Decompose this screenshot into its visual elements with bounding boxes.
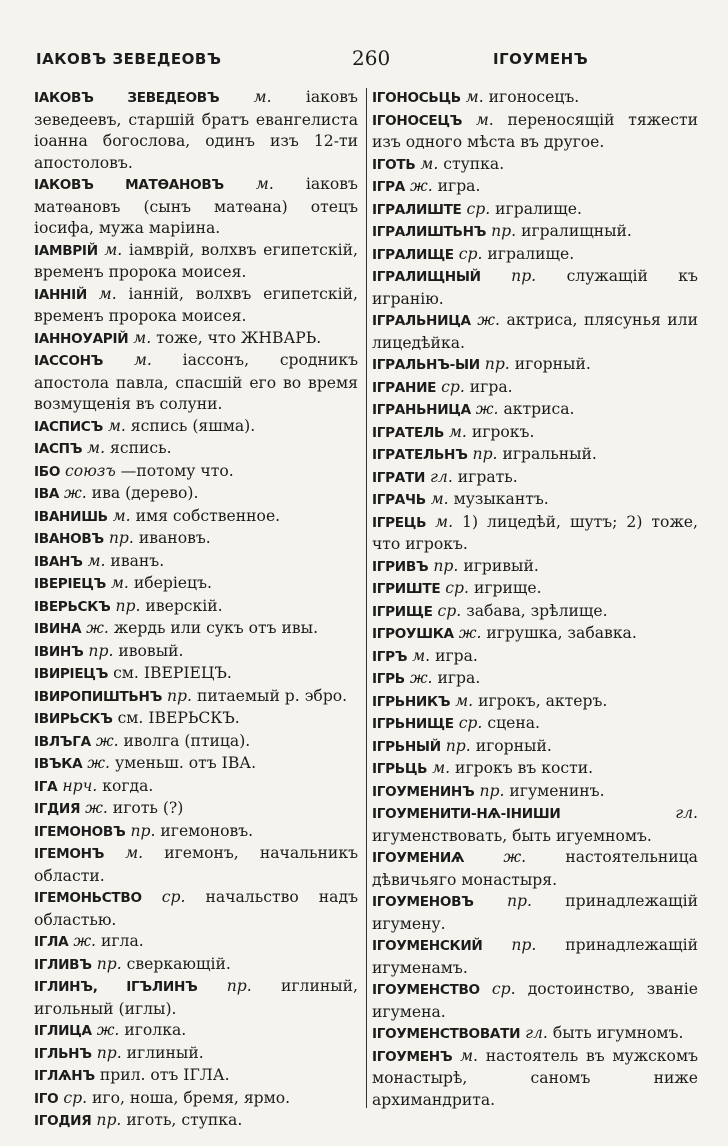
entry-definition: иверскій.	[145, 596, 223, 615]
dictionary-entry	[34, 776, 358, 799]
dictionary-entry	[372, 489, 698, 512]
entry-definition: игемоновъ.	[160, 821, 254, 840]
entry-headword: ІГОТЬ	[372, 156, 416, 173]
entry-definition: иголка.	[124, 1021, 187, 1039]
dictionary-entry	[372, 691, 698, 714]
dictionary-entry	[34, 618, 358, 641]
entry-grammar: пр.	[115, 596, 141, 615]
entry-grammar: пр.	[506, 892, 532, 910]
entry-definition: настоятель въ мужскомъ монастырѣ, саномъ ниже архимандрита.	[372, 1046, 698, 1109]
entry-grammar: ж.	[458, 624, 482, 642]
entry-grammar: м.	[420, 154, 439, 173]
entry-headword: ІГЛИНЪ, ІГЪЛИНЪ	[34, 979, 198, 995]
entry-definition: игра.	[435, 646, 478, 665]
entry-definition: игорный.	[514, 355, 591, 373]
dictionary-entry	[372, 713, 698, 736]
dictionary-entry	[34, 1110, 358, 1133]
dictionary-entry	[372, 803, 698, 847]
entry-definition: игрокъ, актеръ.	[478, 691, 608, 710]
entry-definition: играть.	[457, 467, 518, 486]
entry-definition: игралище.	[495, 199, 582, 218]
dictionary-entry	[34, 663, 358, 686]
entry-grammar: союзъ	[65, 461, 116, 480]
entry-grammar: м.	[110, 574, 129, 592]
entry-definition: игуменствовать, быть игуемномъ.	[372, 826, 652, 845]
dictionary-entry	[372, 266, 698, 310]
entry-definition: имя собственное.	[135, 506, 281, 525]
dictionary-entry	[372, 377, 698, 400]
entry-headword: ІВАНЪ	[34, 553, 83, 570]
entry-definition: игрище.	[473, 579, 542, 597]
entry-definition: іассонъ, сродникъ апостола павла, спасшій его во время возмущенія въ солуни.	[34, 351, 358, 413]
dictionary-entry	[372, 512, 698, 556]
dictionary-entry	[34, 596, 358, 619]
entry-definition: см. ІВЕРЬСКЪ.	[117, 709, 240, 727]
entry-definition: иберіецъ.	[133, 574, 212, 592]
entry-definition: игрокъ въ кости.	[455, 759, 594, 777]
entry-grammar: нрч.	[62, 776, 98, 795]
entry-definition: игуменинъ.	[509, 781, 605, 800]
entry-grammar: ср.	[437, 601, 462, 620]
entry-grammar: пр.	[108, 529, 134, 547]
dictionary-entry	[34, 1020, 358, 1043]
entry-grammar: м.	[107, 416, 126, 435]
entry-headword: ІАМВРІЙ	[34, 242, 98, 259]
entry-definition: актриса, плясунья или лицедѣйка.	[372, 311, 698, 352]
entry-grammar: м.	[98, 284, 117, 303]
entry-headword: ІАСПИСЪ	[34, 418, 103, 435]
entry-headword: ІВАНОВЪ	[34, 531, 104, 547]
dictionary-entry	[372, 1023, 698, 1046]
entry-grammar: ж.	[64, 484, 87, 502]
entry-definition: яспись.	[110, 439, 172, 457]
entry-headword: ІГОНОСЕЦЪ	[372, 112, 463, 129]
entry-definition: игорный.	[475, 736, 552, 755]
entry-headword: ІГОУМЕНСКИЙ	[372, 938, 483, 954]
dictionary-entry	[372, 467, 698, 490]
entry-grammar: пр.	[226, 977, 252, 995]
entry-grammar: пр.	[96, 954, 122, 973]
entry-headword: ІГЛѦНЪ	[34, 1068, 95, 1084]
entry-headword: ІГЕМОНЬСТВО	[34, 890, 142, 906]
dictionary-entry	[34, 954, 358, 977]
entry-headword: ІГРАЛИЩЕ	[372, 246, 454, 263]
entry-definition: игоносецъ.	[488, 88, 580, 106]
entry-grammar: пр.	[511, 267, 537, 285]
entry-headword: ІГЛИЦА	[34, 1023, 92, 1039]
entry-grammar: ср.	[458, 714, 483, 732]
dictionary-entry	[34, 461, 358, 484]
entry-definition: иванъ.	[110, 551, 165, 570]
entry-headword: ІВИНЪ	[34, 643, 84, 660]
entry-definition: ива (дерево).	[91, 484, 199, 502]
entry-headword: ІГРАНИЕ	[372, 379, 437, 396]
dictionary-entry	[372, 935, 698, 979]
dictionary-entry	[372, 199, 698, 222]
entry-headword: ІАКОВЪ МАТѲАНОВЪ	[34, 177, 224, 193]
entry-definition: игрушка, забавка.	[486, 624, 637, 642]
entry-grammar: ж.	[95, 731, 119, 750]
entry-headword: ІГРИЩЕ	[372, 603, 433, 620]
dictionary-entry	[34, 438, 358, 461]
entry-headword: ІГРАЛИШТЬНЪ	[372, 224, 487, 240]
dictionary-entry	[34, 528, 358, 551]
entry-definition: ступка.	[443, 154, 505, 173]
entry-definition: 1) лицедѣй, шутъ; 2) тоже, что игрокъ.	[372, 512, 698, 553]
dictionary-entry	[34, 87, 358, 174]
entry-grammar: ж.	[477, 311, 500, 329]
entry-definition: іамврій, волхвъ египетскій, временъ пророка моисея.	[34, 240, 358, 281]
entry-grammar: м.	[255, 175, 274, 193]
dictionary-entry	[372, 847, 698, 891]
entry-headword: ІГРАНЬНИЦА	[372, 402, 471, 418]
entry-headword: ІГЕМОНОВЪ	[34, 823, 126, 840]
dictionary-entry	[372, 444, 698, 467]
entry-headword: ІГОНОСЬЦЬ	[372, 90, 461, 106]
entry-grammar: пр.	[491, 222, 517, 240]
entry-definition: служащій къ игранію.	[372, 267, 698, 308]
left-column	[34, 87, 358, 1133]
dictionary-entry	[372, 422, 698, 445]
entry-definition: ивановъ.	[138, 529, 211, 547]
entry-grammar: м.	[432, 759, 451, 777]
entry-grammar: ж.	[86, 619, 109, 637]
dictionary-entry	[372, 354, 698, 377]
entry-definition: актриса.	[503, 400, 575, 418]
entry-definition: начальство надъ областью.	[34, 888, 358, 929]
dictionary-entry	[34, 843, 358, 887]
entry-grammar: м.	[412, 646, 431, 665]
dictionary-entry	[372, 736, 698, 759]
entry-definition: —потому что.	[120, 461, 234, 480]
entry-grammar: м.	[125, 844, 144, 862]
entry-definition: игралищный.	[521, 222, 632, 240]
running-head-left: ІАКОВЪ ЗЕВЕДЕОВЪ	[36, 50, 222, 68]
dictionary-entry	[34, 284, 358, 328]
entry-definition: принадлежащій игуменамъ.	[372, 936, 698, 977]
entry-grammar: пр.	[433, 556, 459, 575]
entry-grammar: ср.	[466, 199, 491, 218]
entry-headword: ІВЕРЬСКЪ	[34, 598, 111, 615]
entry-definition: иготь, ступка.	[126, 1111, 243, 1129]
entry-headword: ІГОУМЕНЪ	[372, 1048, 453, 1065]
entry-grammar: пр.	[96, 1043, 122, 1062]
entry-grammar: ж.	[475, 400, 499, 418]
dictionary-entry	[34, 1043, 358, 1066]
dictionary-entry	[372, 244, 698, 267]
entry-grammar: м.	[435, 512, 454, 531]
entry-headword: ІГА	[34, 778, 58, 795]
entry-grammar: пр.	[88, 641, 114, 660]
entry-definition: настоятельница дѣвичьяго монастыря.	[372, 848, 698, 889]
entry-headword: ІГРАЛЬНЪ-ЫИ	[372, 357, 480, 373]
entry-definition: принадлежащій игумену.	[372, 892, 698, 933]
dictionary-entry	[34, 887, 358, 931]
dictionary-entry	[34, 416, 358, 439]
dictionary-entry	[372, 646, 698, 669]
entry-definition: сверкающій.	[126, 954, 231, 973]
entry-grammar: ср.	[491, 980, 516, 998]
entry-headword: ІВЛЪГА	[34, 733, 91, 750]
dictionary-entry	[372, 979, 698, 1023]
dictionary-entry	[34, 708, 358, 731]
entry-grammar: пр.	[445, 736, 471, 755]
dictionary-entry	[372, 221, 698, 244]
entry-headword: ІВЕРІЕЦЪ	[34, 576, 106, 592]
dictionary-entry	[34, 551, 358, 574]
dictionary-entry	[372, 110, 698, 154]
dictionary-entry	[372, 399, 698, 422]
entry-grammar: пр.	[130, 821, 156, 840]
dictionary-entry	[372, 781, 698, 804]
entry-headword: ІВИРОПИШТЬНЪ	[34, 688, 163, 705]
entry-headword: ІГРИВЪ	[372, 558, 429, 575]
entry-grammar: м.	[104, 240, 123, 259]
entry-headword: ІГРАТЕЛЬНЪ	[372, 447, 468, 463]
entry-grammar: ж.	[85, 799, 108, 817]
entry-definition: яспись (яшма).	[130, 416, 256, 435]
page-header	[0, 46, 728, 76]
entry-grammar: м.	[133, 351, 152, 369]
running-head-right: ІГОУМЕНЪ	[493, 50, 589, 68]
entry-headword: ІГРЬНЫЙ	[372, 738, 441, 755]
entry-grammar: м.	[430, 490, 449, 508]
dictionary-entry	[34, 641, 358, 664]
entry-grammar: ср.	[458, 244, 483, 263]
entry-definition: когда.	[102, 776, 154, 795]
dictionary-entry	[34, 483, 358, 506]
entry-headword: ІВИРЬСКЪ	[34, 711, 113, 727]
dictionary-entry	[34, 573, 358, 596]
entry-definition: игральный.	[502, 445, 597, 463]
entry-definition: переносящій тяжести изъ одного мѣста въ другое.	[372, 110, 698, 151]
dictionary-entry	[372, 668, 698, 691]
entry-headword: ІГРИШТЕ	[372, 581, 441, 597]
entry-definition: игрокъ.	[471, 422, 535, 441]
dictionary-entry	[372, 154, 698, 177]
entry-definition: іаковъ зеведеевъ, старшій братъ евангелиста іоанна богослова, одинъ изъ 12-ти апостоловъ.	[34, 88, 358, 172]
entry-definition: сцена.	[487, 714, 540, 732]
entry-headword: ІГРЬНИЩЕ	[372, 716, 454, 732]
entry-headword: ІГЛЬНЪ	[34, 1045, 92, 1062]
entry-definition: ивовый.	[118, 641, 184, 660]
entry-headword: ІГО	[34, 1090, 59, 1107]
dictionary-entry	[34, 350, 358, 416]
dictionary-entry	[34, 753, 358, 776]
entry-grammar: гл.	[675, 804, 698, 822]
entry-definition: быть игумномъ.	[552, 1024, 684, 1042]
entry-definition: игла.	[100, 932, 144, 950]
entry-definition: игралище.	[487, 244, 575, 263]
entry-grammar: гл.	[525, 1024, 548, 1042]
entry-definition: музыкантъ.	[453, 490, 549, 508]
entry-headword: ІГРАЛИЩНЫЙ	[372, 269, 481, 285]
dictionary-entry	[372, 310, 698, 354]
entry-definition: забава, зрѣлище.	[466, 601, 608, 620]
entry-grammar: м.	[455, 691, 474, 710]
dictionary-entry	[34, 976, 358, 1020]
entry-headword: ІГОУМЕНИѦ	[372, 850, 465, 866]
entry-headword: ІВА	[34, 486, 60, 502]
dictionary-entry	[34, 240, 358, 284]
entry-headword: ІГДИЯ	[34, 801, 81, 817]
entry-headword: ІГРЕЦЬ	[372, 514, 427, 531]
entry-grammar: ж.	[73, 932, 96, 950]
column-divider	[366, 88, 367, 1108]
entry-headword: ІГЛА	[34, 934, 69, 950]
entry-grammar: ж.	[87, 754, 110, 772]
entry-headword: ІГОУМЕНСТВОВАТИ	[372, 1026, 521, 1042]
dictionary-entry	[34, 506, 358, 529]
entry-headword: ІВИНА	[34, 621, 82, 637]
dictionary-entry	[372, 176, 698, 199]
entry-definition: игра.	[469, 377, 513, 396]
dictionary-entry	[34, 328, 358, 351]
entry-headword: ІГЛИВЪ	[34, 956, 92, 973]
entry-headword: ІАССОНЪ	[34, 353, 104, 369]
entry-headword: ІГРАТЕЛЬ	[372, 424, 445, 441]
entry-definition: иволга (птица).	[123, 731, 251, 750]
entry-headword: ІГРЬ	[372, 671, 405, 687]
dictionary-entry	[372, 891, 698, 935]
entry-definition: иглиный, игольный (иглы).	[34, 977, 358, 1018]
entry-headword: ІГЕМОНЪ	[34, 846, 105, 862]
entry-grammar: м.	[475, 110, 494, 129]
right-column	[372, 87, 698, 1111]
entry-grammar: м.	[87, 551, 106, 570]
entry-definition: игра.	[437, 177, 481, 195]
entry-headword: ІГРАЛИШТЕ	[372, 201, 462, 218]
dictionary-entry	[372, 1046, 698, 1112]
dictionary-entry	[372, 623, 698, 646]
entry-headword: ІАКОВЪ ЗЕВЕДЕОВЪ	[34, 90, 220, 106]
entry-grammar: пр.	[96, 1111, 122, 1129]
entry-definition: см. ІВЕРІЕЦЪ.	[113, 664, 232, 682]
entry-definition: игра.	[437, 669, 481, 687]
entry-definition: игривый.	[463, 556, 539, 575]
entry-definition: питаемый р. эбро.	[196, 686, 348, 705]
entry-headword: ІГРЪ	[372, 648, 408, 665]
entry-headword: ІГОДИЯ	[34, 1113, 92, 1129]
entry-headword: ІАННІЙ	[34, 286, 87, 303]
dictionary-entry	[372, 601, 698, 624]
entry-definition: прил. отъ ІГЛА.	[99, 1066, 230, 1084]
entry-headword: ІГОУМЕНИТИ-НѦ-ІНИШИ	[372, 806, 561, 822]
entry-definition: иготь (?)	[112, 799, 184, 817]
entry-headword: ІГРА	[372, 179, 406, 195]
dictionary-entry	[372, 556, 698, 579]
entry-headword: ІАННОУАРІЙ	[34, 330, 129, 347]
entry-definition: тоже, что ЖНВАРЬ.	[156, 328, 322, 347]
entry-definition: достоинство, званіе игумена.	[372, 980, 698, 1021]
dictionary-entry	[34, 1065, 358, 1088]
entry-headword: ІГРАЧЬ	[372, 492, 426, 508]
entry-grammar: м.	[87, 439, 106, 457]
dictionary-entry	[34, 821, 358, 844]
entry-grammar: ж.	[409, 669, 433, 687]
dictionary-entry	[34, 731, 358, 754]
entry-headword: ІАСПЪ	[34, 441, 83, 457]
dictionary-entry	[34, 174, 358, 240]
entry-definition: иго, ноша, бремя, ярмо.	[92, 1088, 291, 1107]
entry-grammar: ж.	[409, 177, 433, 195]
dictionary-entry	[34, 686, 358, 709]
entry-definition: иглиный.	[126, 1043, 204, 1062]
dictionary-entry	[372, 758, 698, 781]
entry-grammar: м.	[465, 88, 484, 106]
entry-grammar: м.	[448, 422, 467, 441]
entry-grammar: м.	[112, 506, 131, 525]
entry-headword: ІГОУМЕНОВЪ	[372, 894, 474, 910]
entry-headword: ІГОУМЕНИНЪ	[372, 783, 475, 800]
entry-grammar: м.	[460, 1046, 478, 1065]
entry-headword: ІГРАТИ	[372, 469, 426, 486]
entry-grammar: пр.	[511, 936, 537, 954]
entry-grammar: пр.	[479, 781, 505, 800]
entry-grammar: пр.	[167, 686, 192, 705]
entry-grammar: м.	[133, 328, 152, 347]
dictionary-entry	[34, 1088, 358, 1111]
entry-grammar: ж.	[503, 848, 527, 866]
entry-grammar: пр.	[484, 355, 510, 373]
entry-headword: ІГРАЛЬНИЦА	[372, 313, 471, 329]
entry-headword: ІГРЬНИКЪ	[372, 693, 451, 710]
entry-headword: ІБО	[34, 463, 61, 480]
entry-grammar: м.	[253, 88, 272, 106]
entry-definition: уменьш. отъ ІВА.	[114, 754, 257, 772]
entry-definition: жердь или сукъ отъ ивы.	[113, 619, 319, 637]
entry-definition: іанній, волхвъ египетскій, временъ пророка моисея.	[34, 284, 358, 325]
entry-headword: ІВЪКА	[34, 756, 83, 772]
entry-headword: ІГРОУШКА	[372, 626, 454, 642]
entry-grammar: ср.	[161, 888, 186, 906]
entry-grammar: ср.	[441, 377, 465, 396]
entry-grammar: пр.	[472, 445, 498, 463]
entry-grammar: гл.	[430, 467, 453, 486]
entry-headword: ІВИРІЕЦЪ	[34, 666, 109, 682]
entry-definition: игемонъ, начальникъ области.	[34, 844, 358, 885]
entry-headword: ІГРЬЦЬ	[372, 761, 428, 777]
entry-grammar: ср.	[445, 579, 469, 597]
page-number: 260	[352, 46, 391, 70]
dictionary-entry	[34, 798, 358, 821]
entry-headword: ІВАНИШЬ	[34, 508, 108, 525]
entry-grammar: ж.	[96, 1021, 120, 1039]
entry-grammar: ср.	[63, 1088, 88, 1107]
dictionary-entry	[34, 931, 358, 954]
entry-headword: ІГОУМЕНСТВО	[372, 982, 480, 998]
dictionary-entry	[372, 87, 698, 110]
entry-definition: іаковъ матѳановъ (сынъ матѳана) отецъ іосифа, мужа маріина.	[34, 175, 358, 237]
dictionary-entry	[372, 578, 698, 601]
